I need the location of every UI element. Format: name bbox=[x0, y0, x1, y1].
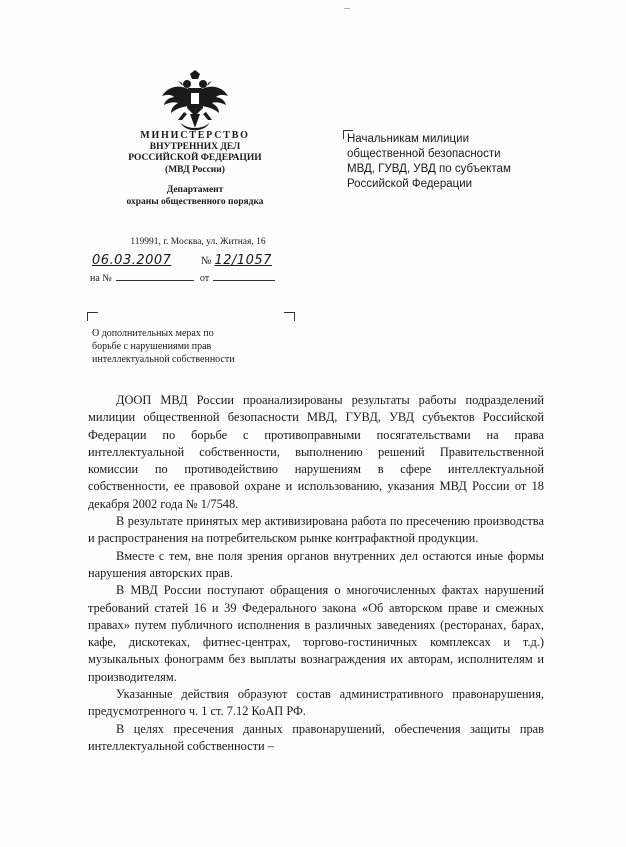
body-paragraph: В целях пресечения данных правонарушений, обеспечения защиты прав интеллектуальной собственности – bbox=[88, 721, 544, 753]
sender-address: 119991, г. Москва, ул. Житная, 16 bbox=[130, 237, 266, 247]
subject-line: О дополнительных мерах по bbox=[92, 328, 214, 339]
subject-bracket-left bbox=[87, 312, 98, 321]
body-paragraph: В МВД России поступают обращения о многочисленных фактах нарушений требований статей 16 и 39 Федерального закона «Об авторском праве и смежных правах» путем публичного исполнения в различных заведениях (ресторанах, барах, кафе, дискотеках, фитнес-центрах, торгово-гостиничных комплексах и т.д.) музыкальных фонограмм без выплаты вознаграждения их авторам, исполнителям и производителям. bbox=[88, 583, 544, 684]
body-paragraph: Вместе с тем, вне поля зрения органов внутренних дел остаются иные формы нарушения авторских прав. bbox=[88, 548, 544, 580]
recipient-line: Начальникам милиции bbox=[347, 133, 469, 145]
reply-reference-line bbox=[90, 273, 275, 284]
body-paragraph: ДООП МВД России проанализированы результаты работы подразделений милиции общественной безопасности МВД, ГУВД, УВД субъектов Российской Федерации по борьбе с противоправными посягательствами на права интеллектуальной собственности, выполнению решений Правительственной комиссии по противодействию нарушениям в сфере интеллектуальной собственности, ее правовой охране и использованию, указания МВД России от 18 декабря 2002 года № 1/7548. bbox=[88, 393, 544, 511]
body-paragraph: Указанные действия образуют состав административного правонарушения, предусмотренного ч. 1 ст. 7.12 КоАП РФ. bbox=[88, 687, 544, 719]
page-top-mark: – bbox=[344, 0, 350, 14]
number-label: № bbox=[200, 255, 212, 267]
sender-block bbox=[100, 130, 290, 208]
department-name-line2: охраны общественного порядка bbox=[126, 196, 264, 207]
mvd-emblem-icon bbox=[160, 70, 230, 136]
date-number-line bbox=[92, 252, 272, 268]
reply-number-label: на № bbox=[90, 273, 112, 284]
document-number: 12/1057 bbox=[214, 253, 272, 268]
body-paragraph: В результате принятых мер активизирована работа по пресечению производства и распространения на потребительском рынке контрафактной продукции. bbox=[88, 514, 544, 546]
ministry-name-line2: ВНУТРЕННИХ ДЕЛ bbox=[149, 141, 241, 152]
ministry-abbrev: (МВД России) bbox=[165, 164, 225, 175]
ministry-name: МИНИСТЕРСТВО bbox=[140, 130, 250, 141]
document-date: 06.03.2007 bbox=[92, 253, 172, 268]
reply-from-label: от bbox=[199, 273, 210, 284]
recipient-line: Российской Федерации bbox=[347, 178, 473, 190]
subject-line: интеллектуальной собственности bbox=[92, 354, 235, 365]
recipient-line: общественной безопасности bbox=[347, 148, 501, 160]
reply-date-blank bbox=[213, 280, 275, 281]
subject-bracket-right bbox=[284, 312, 295, 321]
recipient-block bbox=[347, 132, 565, 192]
subject-line: борьбе с нарушениями прав bbox=[92, 341, 212, 352]
letter-body bbox=[88, 392, 544, 755]
reply-number-blank bbox=[116, 280, 194, 281]
recipient-corner-mark bbox=[343, 130, 353, 139]
ministry-name-line3: РОССИЙСКОЙ ФЕДЕРАЦИИ bbox=[128, 153, 262, 163]
subject-block bbox=[92, 327, 282, 366]
recipient-line: МВД, ГУВД, УВД по субъектам bbox=[347, 163, 511, 175]
department-name: Департамент bbox=[166, 185, 224, 195]
